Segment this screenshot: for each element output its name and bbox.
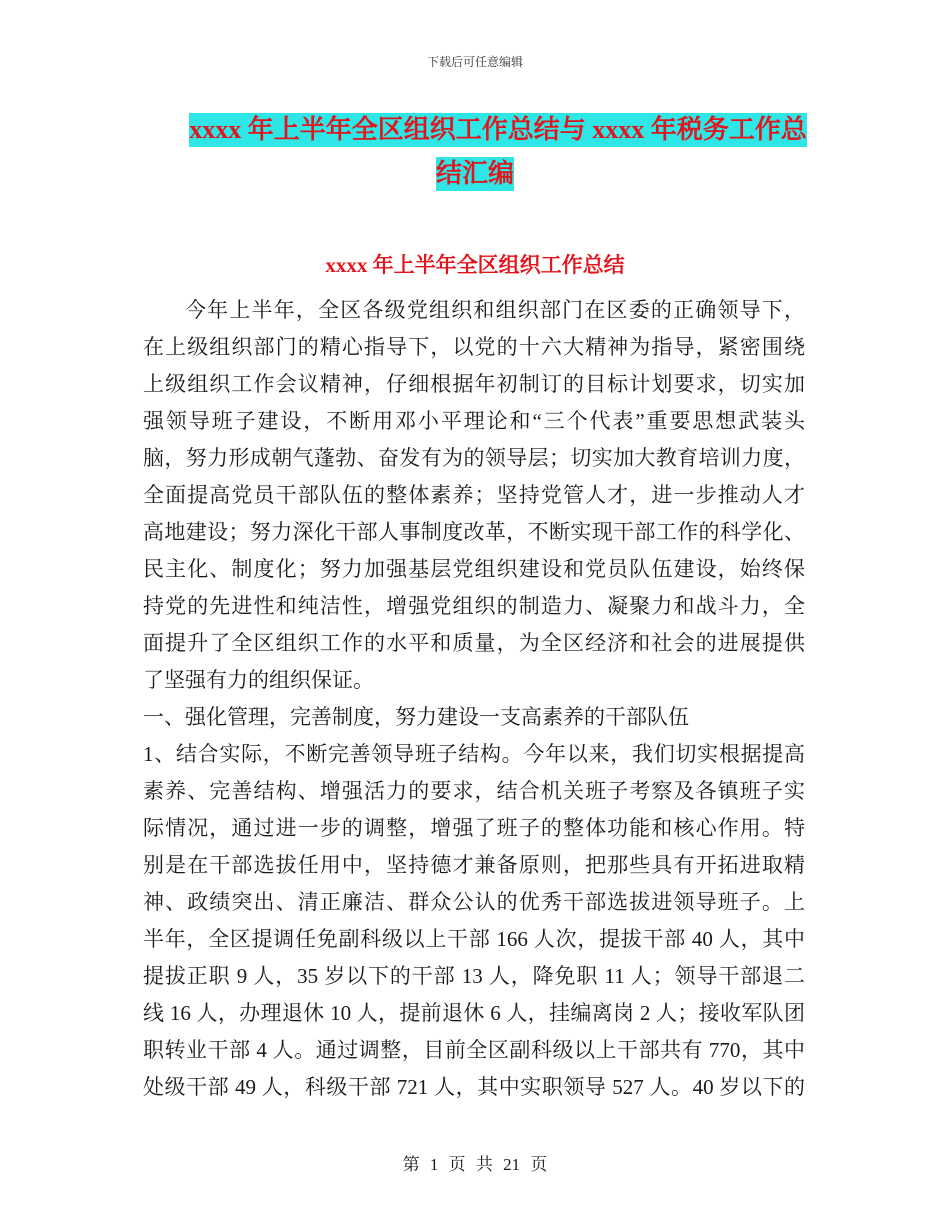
section-title: xxxx 年上半年全区组织工作总结 [325,253,625,277]
body-line: 民主化、制度化；努力加强基层党组织建设和党员队伍建设，始终保 [143,557,805,581]
body-line: 提拔正职 9 人，35 岁以下的干部 13 人，降免职 11 人；领导干部退二 [143,964,805,988]
body-line: 脑，努力形成朝气蓬勃、奋发有为的领导层；切实加大教育培训力度， [143,446,805,470]
page-header-note: 下载后可任意编辑 [426,55,523,69]
body-line: 今年上半年，全区各级党组织和组织部门在区委的正确领导下， [185,298,805,322]
document-title-line-1 [46,113,950,147]
document-title-line-2 [0,157,950,191]
body-line: 神、政绩突出、清正廉洁、群众公认的优秀干部选拔进领导班子。上 [143,890,805,914]
document-title-text: xxxx 年上半年全区组织工作总结与 xxxx 年税务工作总 [189,113,807,147]
page-footer-number: 第 1 页 共 21 页 [402,1155,548,1174]
body-line: 1、结合实际，不断完善领导班子结构。今年以来，我们切实根据提高 [143,742,805,766]
paragraph-intro [143,292,805,699]
section-heading [143,699,805,736]
body-line: 全面提高党员干部队伍的整体素养；坚持党管人才，进一步推动人才 [143,483,805,507]
body-line: 处级干部 49 人，科级干部 721 人，其中实职领导 527 人。40 岁以下的 [143,1075,805,1099]
body-line: 高地建设；努力深化干部人事制度改革，不断实现干部工作的科学化、 [143,520,805,544]
body-line: 线 16 人，办理退休 10 人，提前退休 6 人，挂编离岗 2 人；接收军队团 [143,1001,805,1025]
body-line: 强领导班子建设，不断用邓小平理论和“三个代表”重要思想武装头 [143,409,805,433]
paragraph-item-1 [143,736,805,1106]
body-line: 职转业干部 4 人。通过调整，目前全区副科级以上干部共有 770，其中 [143,1038,805,1062]
document-body [143,292,805,1106]
heading-line: 一、强化管理，完善制度，努力建设一支高素养的干部队伍 [143,705,689,729]
body-line: 半年，全区提调任免副科级以上干部 166 人次，提拔干部 40 人，其中 [143,927,805,951]
body-line: 在上级组织部门的精心指导下，以党的十六大精神为指导，紧密围绕 [143,335,805,359]
body-line: 持党的先进性和纯洁性，增强党组织的制造力、凝聚力和战斗力，全 [143,594,805,618]
body-line: 了坚强有力的组织保证。 [143,668,374,692]
document-title-text: 结汇编 [436,157,514,191]
body-line: 素养、完善结构、增强活力的要求，结合机关班子考察及各镇班子实 [143,779,805,803]
body-line: 际情况，通过进一步的调整，增强了班子的整体功能和核心作用。特 [143,816,805,840]
body-line: 上级组织工作会议精神，仔细根据年初制订的目标计划要求，切实加 [143,372,805,396]
body-line: 别是在干部选拔任用中，坚持德才兼备原则，把那些具有开拓进取精 [143,853,805,877]
body-line: 面提升了全区组织工作的水平和质量，为全区经济和社会的进展提供 [143,631,805,655]
